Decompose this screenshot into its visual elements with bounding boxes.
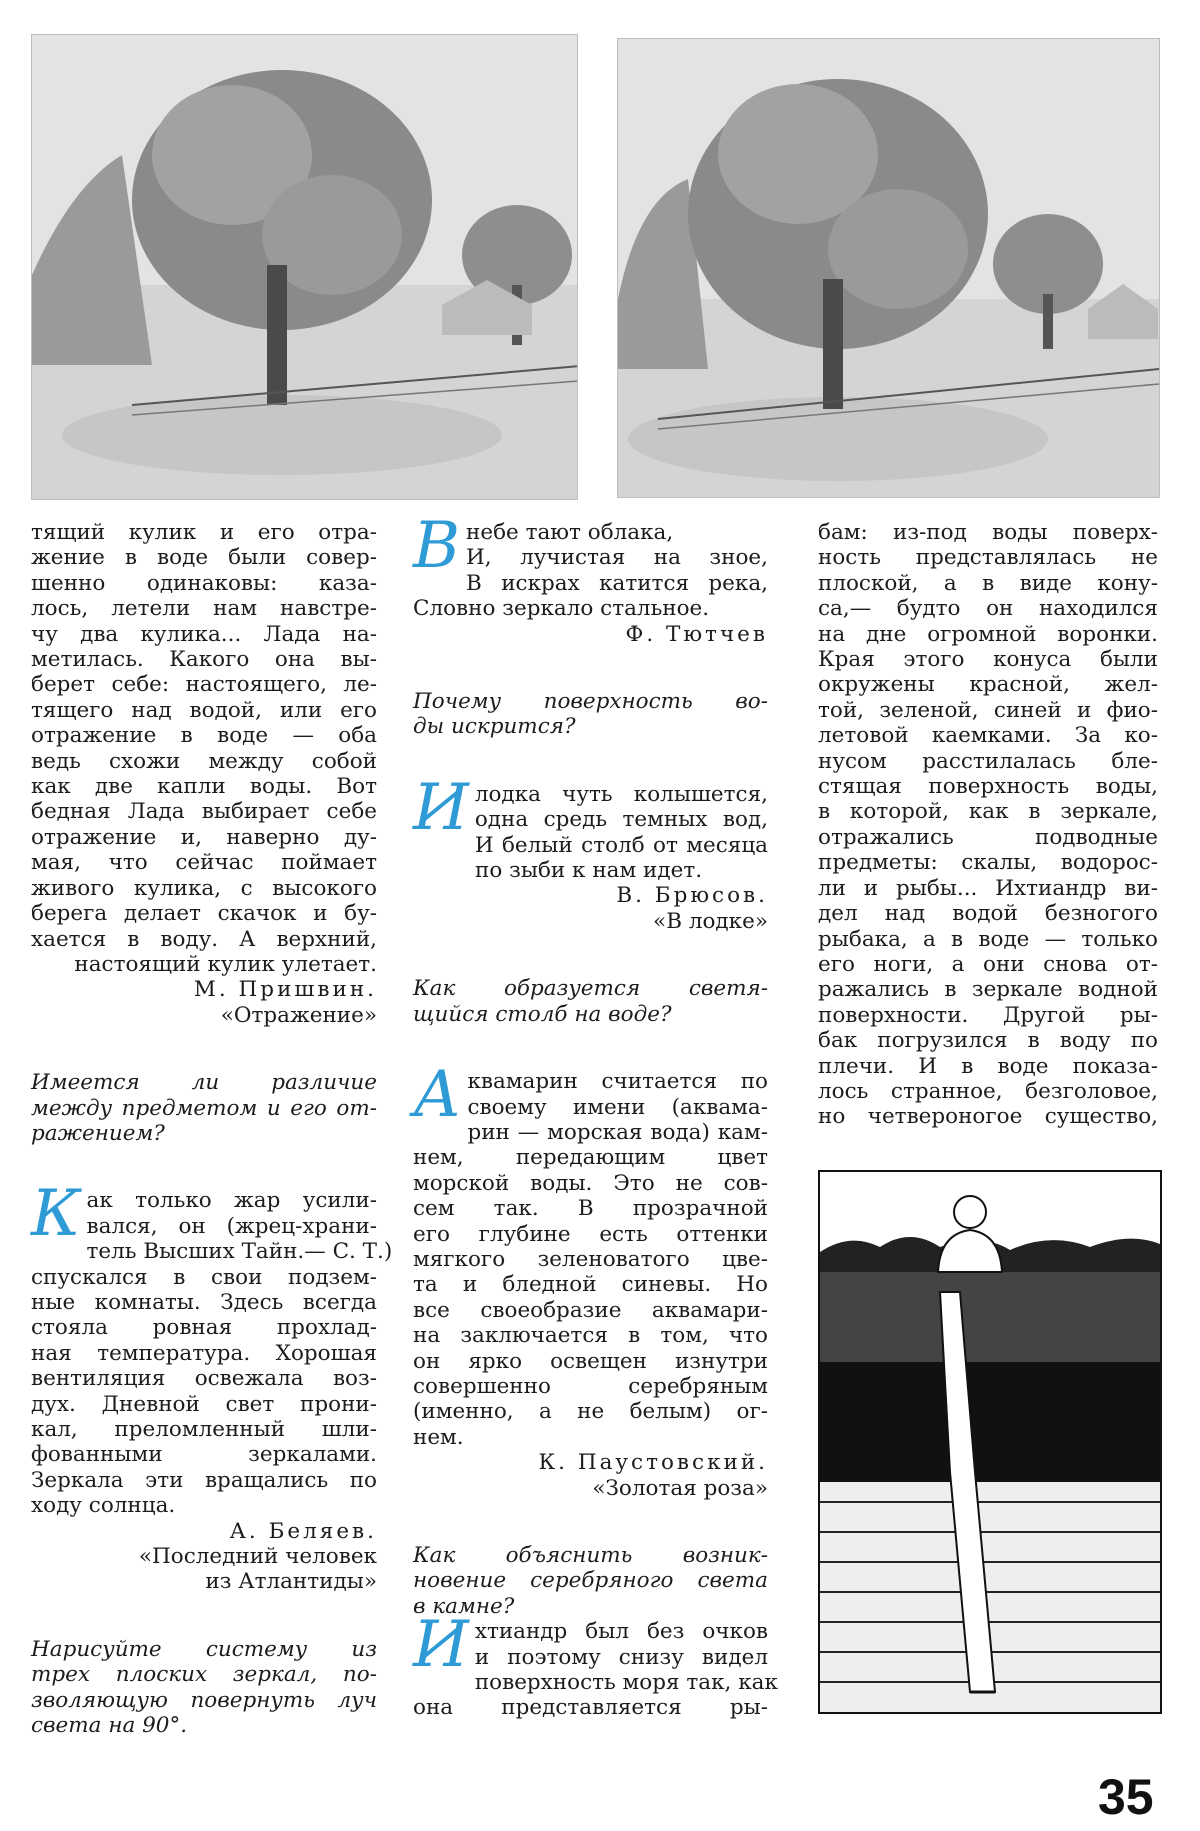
text-line: ные комнаты. Здесь всегда (31, 1289, 377, 1315)
drop-cap: И (413, 1608, 469, 1683)
text-line: он ярко освещен изнутри (413, 1348, 768, 1374)
text-line: (именно, а не белым) ог- (413, 1399, 768, 1425)
text-line: поверхность моря так, как (474, 1670, 778, 1696)
text-line: на дне огромной воронки. (818, 621, 1158, 647)
text-line: В искрах катится река, (466, 570, 768, 596)
text-line: поверхности. Другой ры- (818, 1002, 1158, 1028)
text-line: щийся столб на воде? (413, 1001, 672, 1027)
text-line: тящего над водой, или его (31, 697, 377, 723)
text-line: как две капли воды. Вот (31, 774, 377, 800)
bryusov-poem (413, 770, 768, 934)
work-title: из Атлантиды» (205, 1569, 377, 1595)
text-line: лодка чуть колышется, (474, 781, 768, 807)
text-line: ведь схожи между собой (31, 748, 377, 774)
belyaev-quote (31, 1177, 393, 1595)
text-line: по зыби к нам идет. (475, 858, 703, 884)
text-line: хается в воду. А верхний, (31, 926, 377, 952)
text-line: небе тают облака, (466, 520, 674, 545)
text-line: И, лучистая на зное, (466, 545, 768, 571)
text-line: отражение в воде — оба (31, 723, 377, 749)
author-name: А. Беляев. (229, 1518, 377, 1544)
question-4 (413, 1543, 768, 1619)
text-line: Нарисуйте систему из (31, 1636, 377, 1662)
text-line: на заключается в том, что (413, 1323, 768, 1349)
text-line: в которой, как в зеркале, (818, 799, 1158, 825)
text-line: ражением? (31, 1120, 165, 1146)
column-2 (413, 509, 778, 1721)
text-line: окружены красной, жел- (818, 672, 1158, 698)
text-line: ли и рыбы... Ихтиандр ви- (818, 875, 1158, 901)
text-line: Словно зеркало стальное. (413, 596, 710, 622)
text-line: плоской, а в виде кону- (818, 570, 1158, 596)
text-line: Как объяснить возник- (413, 1543, 768, 1568)
drop-cap: И (413, 770, 469, 845)
tree-illustration-right (617, 38, 1160, 498)
text-line: лось странное, безголовое, (818, 1078, 1158, 1104)
text-line: чу два кулика... Лада на- (31, 621, 377, 647)
text-line: его ноги, а они снова от- (818, 951, 1158, 977)
text-line: ходу солнца. (31, 1493, 176, 1519)
text-line: мая, что сейчас поймает (31, 850, 377, 876)
text-line: стящая поверхность воды, (818, 774, 1158, 800)
text-line: ность представлялась не (818, 545, 1158, 571)
text-line: нем, передающим цвет (413, 1145, 768, 1171)
text-line: вался, он (жрец-храни- (86, 1213, 377, 1239)
task (31, 1637, 377, 1739)
text-line: света на 90°. (31, 1713, 188, 1739)
text-line: ражались в зеркале водной (818, 977, 1158, 1003)
text-line: жение в воде были совер- (31, 545, 377, 571)
text-line: рыбака, а в воде — только (818, 926, 1158, 952)
column-1 (31, 520, 393, 1739)
text-line: бак погрузился в воду по (818, 1028, 1158, 1054)
text-line: дел над водой безногого (818, 901, 1158, 927)
author-name: М. Пришвин. (193, 977, 377, 1003)
text-line: той, зеленой, синей и фио- (818, 697, 1158, 723)
text-line: дух. Дневной свет прони- (31, 1391, 377, 1417)
tree-illustration-left (31, 34, 578, 500)
text-line: ная температура. Хорошая (31, 1340, 377, 1366)
text-line: нусом расстилалась бле- (818, 748, 1158, 774)
author-name: К. Паустовский. (538, 1450, 768, 1476)
question-3 (413, 976, 768, 1027)
text-line: его глубине есть оттенки (413, 1221, 768, 1247)
work-title: «Золотая роза» (592, 1475, 768, 1501)
author-name: Ф. Тютчев (625, 621, 768, 647)
fishermen-reflection-illustration (818, 1170, 1162, 1714)
text-line: вентиляция освежала воз- (31, 1366, 377, 1392)
question-1 (31, 1070, 377, 1146)
text-line: живого кулика, с высокого (31, 875, 377, 901)
text-line: бедная Лада выбирает себе (31, 799, 377, 825)
text-line: бам: из-под воды поверх- (818, 520, 1158, 545)
drop-cap: А (413, 1058, 462, 1133)
text-line: отражение и, наверно ду- (31, 824, 377, 850)
text-line: И белый столб от месяца (474, 832, 768, 858)
text-line: Зеркала эти вращались по (31, 1467, 377, 1493)
text-line: трех плоских зеркал, по- (31, 1662, 377, 1688)
text-line: Как образуется светя- (413, 976, 768, 1002)
text-line: летовой каемками. За ко- (818, 723, 1158, 749)
question-2 (413, 689, 768, 740)
ichthyander-continued (818, 520, 1158, 1130)
column-3 (818, 520, 1158, 1130)
text-line: лось, летели нам навстре- (31, 596, 377, 622)
text-line: между предметом и его от- (31, 1095, 377, 1121)
text-line: хтиандр был без очков (474, 1619, 768, 1645)
text-line: и поэтому снизу видел (474, 1644, 768, 1670)
text-line: шенно одинаковы: каза- (31, 570, 377, 596)
text-line: в камне? (413, 1593, 515, 1619)
text-line: нем. (413, 1424, 464, 1450)
text-line: та и бледной синевы. Но (413, 1272, 768, 1298)
work-title: «Последний человек (138, 1544, 377, 1570)
paustovsky-quote (413, 1058, 768, 1501)
text-line: настоящий кулик улетает. (74, 951, 377, 977)
text-line: но четвероногое существо, (818, 1104, 1158, 1130)
text-line: ды искрится? (413, 714, 576, 740)
text-line: стояла ровная прохлад- (31, 1315, 377, 1341)
text-line: плечи. И в воде показа- (818, 1053, 1158, 1079)
text-line: берега делает скачок и бу- (31, 901, 377, 927)
text-line: отражались подводные (818, 824, 1158, 850)
text-line: своему имени (аквама- (467, 1094, 768, 1120)
ichthyander-quote (413, 1608, 778, 1721)
text-line: берет себе: настоящего, ле- (31, 672, 377, 698)
text-line: са,— будто он находился (818, 596, 1158, 622)
text-line: тящий кулик и его отра- (31, 520, 377, 545)
text-line: мягкого зеленоватого цве- (413, 1246, 768, 1272)
text-line: тель Высших Тайн.— С. Т.) (86, 1239, 393, 1265)
work-title: «В лодке» (653, 908, 768, 934)
text-line: она представляется ры- (413, 1695, 768, 1721)
page-number: 35 (1098, 1769, 1154, 1825)
text-line: рин — морская вода) кам- (467, 1119, 768, 1145)
text-line: одна средь темных вод, (474, 807, 768, 833)
work-title: «Отражение» (220, 1002, 377, 1028)
text-line: морской воды. Это не сов- (413, 1170, 768, 1196)
text-line: новение серебряного света (413, 1568, 768, 1594)
author-name: В. Брюсов. (616, 883, 768, 909)
drop-cap: В (413, 509, 461, 583)
text-line: совершенно серебряным (413, 1373, 768, 1399)
text-line: кал, преломленный шли- (31, 1417, 377, 1442)
text-line: зволяющую повернуть луч (31, 1687, 377, 1713)
tyutchev-poem (413, 509, 768, 647)
text-line: фованными зеркалами. (31, 1442, 377, 1468)
prishvin-quote (31, 520, 377, 1028)
text-line: квамарин считается по (467, 1069, 768, 1095)
text-line: Края этого конуса были (818, 647, 1158, 673)
text-line: спускался в свои подзем- (31, 1264, 377, 1290)
text-line: ак только жар усили- (86, 1188, 377, 1214)
text-line: Имеется ли различие (31, 1070, 377, 1096)
text-line: Почему поверхность во- (413, 689, 768, 715)
text-line: все своеобразие аквамари- (413, 1297, 768, 1323)
text-line: метилась. Какого она вы- (31, 647, 377, 673)
drop-cap: К (31, 1177, 81, 1252)
text-line: сем так. В прозрачной (413, 1196, 768, 1222)
text-line: предметы: скалы, водорос- (818, 850, 1158, 876)
